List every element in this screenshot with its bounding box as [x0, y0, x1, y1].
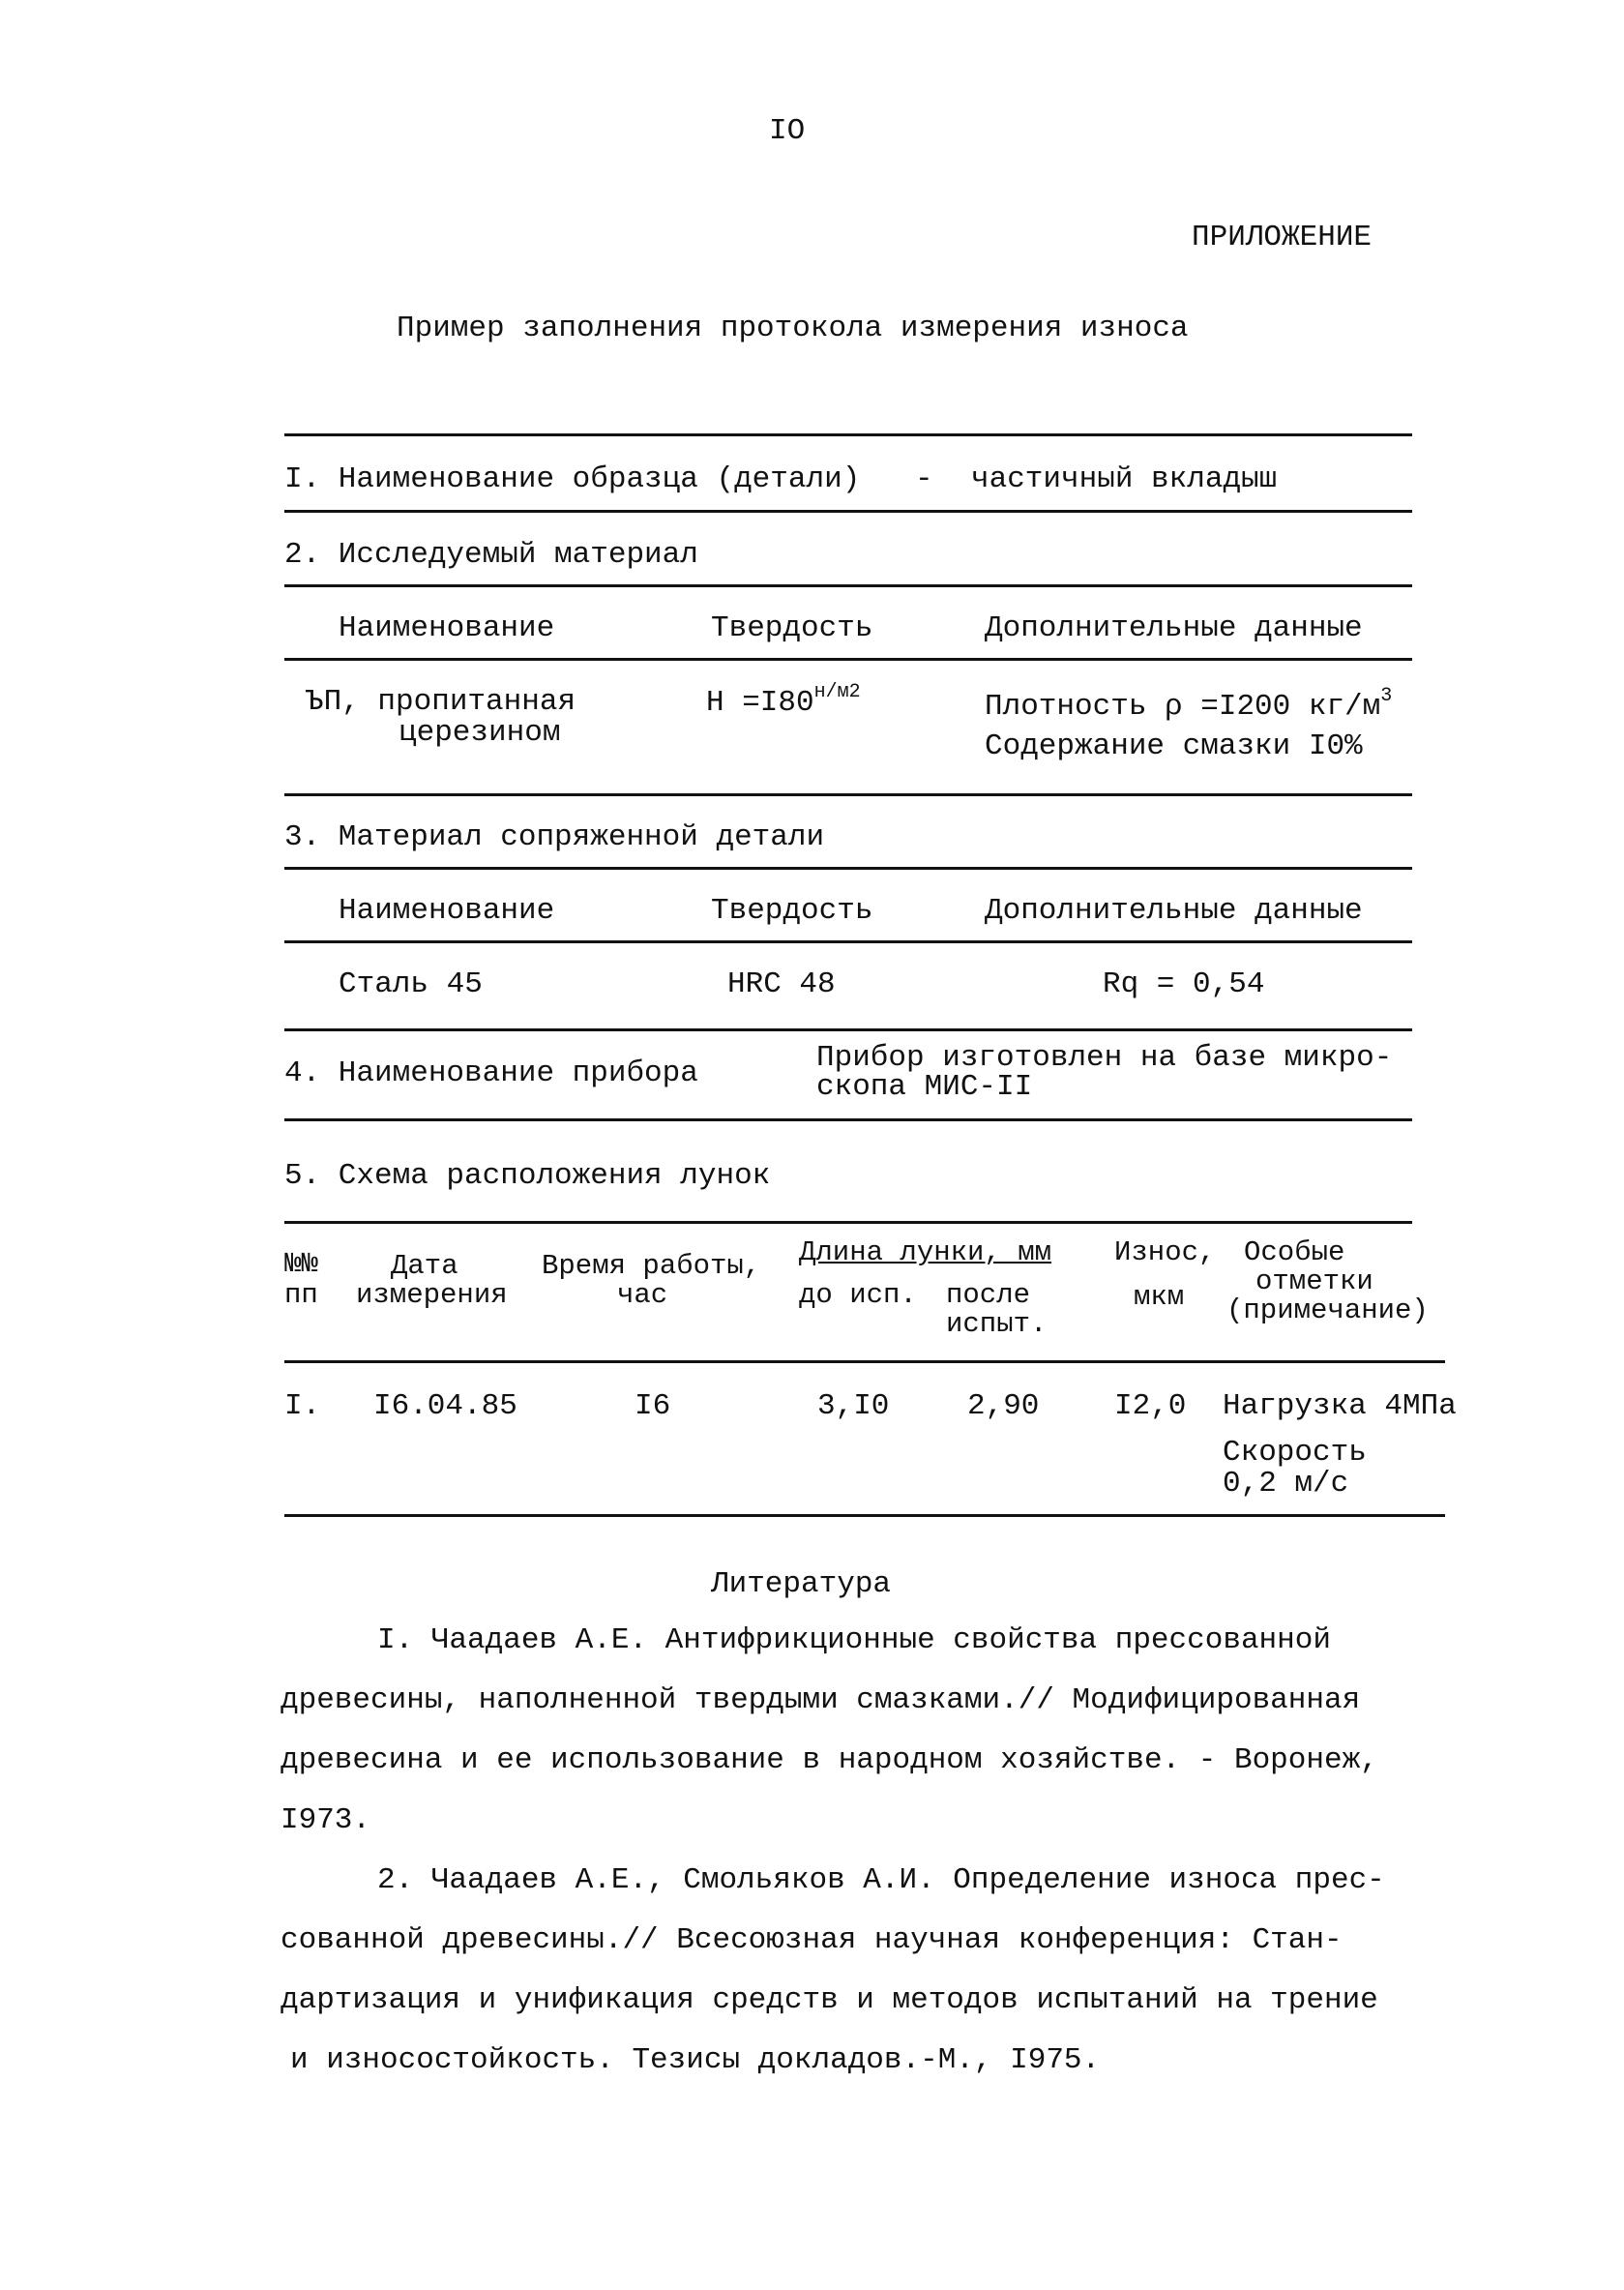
section4-label: 4. Наименование прибора	[284, 1056, 698, 1090]
rule	[284, 793, 1412, 796]
reference-2-line-4: и износостойкость. Тезисы докладов.-М., I975.	[290, 2043, 1101, 2077]
col-notes-header-2: отметки	[1255, 1265, 1373, 1297]
section2-extra-density	[985, 685, 1392, 724]
section1-label: I. Наименование образца (детали)	[284, 462, 861, 496]
section2-header-extra: Дополнительные данные	[985, 611, 1363, 645]
col-date-header-1: Дата	[391, 1250, 458, 1282]
section2-hardness	[706, 681, 861, 720]
row-note-2: Скорость	[1223, 1436, 1367, 1470]
col-before-header: до исп.	[799, 1279, 917, 1311]
reference-1-line-2: древесины, наполненной твердыми смазками.// Модифицированная	[281, 1683, 1361, 1717]
section2-label: 2. Исследуемый материал	[284, 538, 698, 572]
reference-1-line-1: I. Чаадаев А.Е. Антифрикционные свойства прессованной	[377, 1623, 1331, 1657]
row-before: 3,I0	[817, 1389, 890, 1423]
col-wear-header-2: мкм	[1134, 1281, 1185, 1313]
col-notes-header-3: (примечание)	[1226, 1294, 1429, 1326]
section2-material-name-1: ЪП, пропитанная	[306, 685, 576, 719]
document-title: Пример заполнения протокола измерения износа	[397, 312, 1189, 345]
col-time-header-1: Время работы,	[542, 1250, 761, 1282]
row-note-3: 0,2 м/с	[1223, 1467, 1349, 1501]
row-note-1: Нагрузка 4МПа	[1223, 1389, 1457, 1423]
rule	[284, 867, 1412, 870]
literature-heading: Литература	[711, 1567, 892, 1601]
section2-hardness-exp: 2	[848, 681, 861, 703]
row-wear: I2,0	[1114, 1389, 1187, 1423]
col-wear-header-1: Износ,	[1114, 1236, 1216, 1268]
col-date-header-2: измерения	[356, 1279, 508, 1311]
section5-label: 5. Схема расположения лунок	[284, 1159, 771, 1193]
col-num-header-2: пп	[284, 1279, 318, 1311]
section4-value-2: скопа МИС-II	[816, 1070, 1033, 1104]
reference-2-line-1: 2. Чаадаев А.Е., Смольяков А.И. Определение износа прес-	[377, 1863, 1385, 1897]
rule	[284, 1514, 1445, 1517]
section3-header-name: Наименование	[339, 894, 555, 928]
section3-header-extra: Дополнительные данные	[985, 894, 1363, 928]
rule	[284, 433, 1412, 436]
row-time: I6	[635, 1389, 671, 1423]
section2-hardness-value: H =I80	[706, 686, 814, 720]
rule	[284, 1360, 1445, 1363]
section3-label: 3. Материал сопряженной детали	[284, 820, 825, 854]
row-after: 2,90	[967, 1389, 1040, 1423]
reference-1-line-4: I973.	[281, 1803, 371, 1837]
section2-hardness-unit: н/м	[813, 681, 849, 703]
row-num: I.	[284, 1389, 321, 1423]
section2-material-name-2: церезином	[399, 716, 561, 750]
section3-hardness: HRC 48	[727, 967, 836, 1001]
rule	[284, 584, 1412, 587]
section2-header-name: Наименование	[339, 611, 555, 645]
appendix-label: ПРИЛОЖЕНИЕ	[1192, 221, 1373, 254]
rule	[284, 658, 1412, 661]
page-number: IO	[769, 114, 806, 148]
rule	[284, 1221, 1412, 1224]
reference-2-line-3: дартизация и унификация средств и методов испытаний на трение	[281, 1983, 1378, 2017]
col-length-header: Длина лунки, мм	[799, 1236, 1052, 1268]
section1-value: частичный вкладыш	[971, 462, 1278, 496]
section2-density-text: Плотность ρ =I200 кг/м	[985, 690, 1381, 724]
reference-1-line-3: древесина и ее использование в народном хозяйстве. - Воронеж,	[281, 1743, 1378, 1777]
rule	[284, 510, 1412, 513]
col-num-header-1: №№	[284, 1248, 318, 1280]
rule	[284, 1028, 1412, 1031]
rule	[284, 940, 1412, 943]
col-notes-header-1: Особые	[1244, 1236, 1345, 1268]
section2-header-hardness: Твердость	[711, 611, 873, 645]
col-after-header-1: после	[946, 1279, 1031, 1311]
col-time-header-2: час	[617, 1279, 668, 1311]
section3-extra: Rq = 0,54	[1103, 967, 1265, 1001]
section2-extra-lubricant: Содержание смазки I0%	[985, 729, 1363, 763]
reference-2-line-2: сованной древесины.// Всесоюзная научная конференция: Стан-	[281, 1923, 1343, 1957]
section3-material-name: Сталь 45	[339, 967, 483, 1001]
section2-density-exp: 3	[1380, 685, 1393, 707]
section1-dash: -	[915, 462, 933, 496]
row-date: I6.04.85	[373, 1389, 517, 1423]
section4-value-1: Прибор изготовлен на базе микро-	[816, 1041, 1393, 1075]
rule	[284, 1118, 1412, 1121]
col-after-header-2: испыт.	[946, 1308, 1048, 1340]
section3-header-hardness: Твердость	[711, 894, 873, 928]
